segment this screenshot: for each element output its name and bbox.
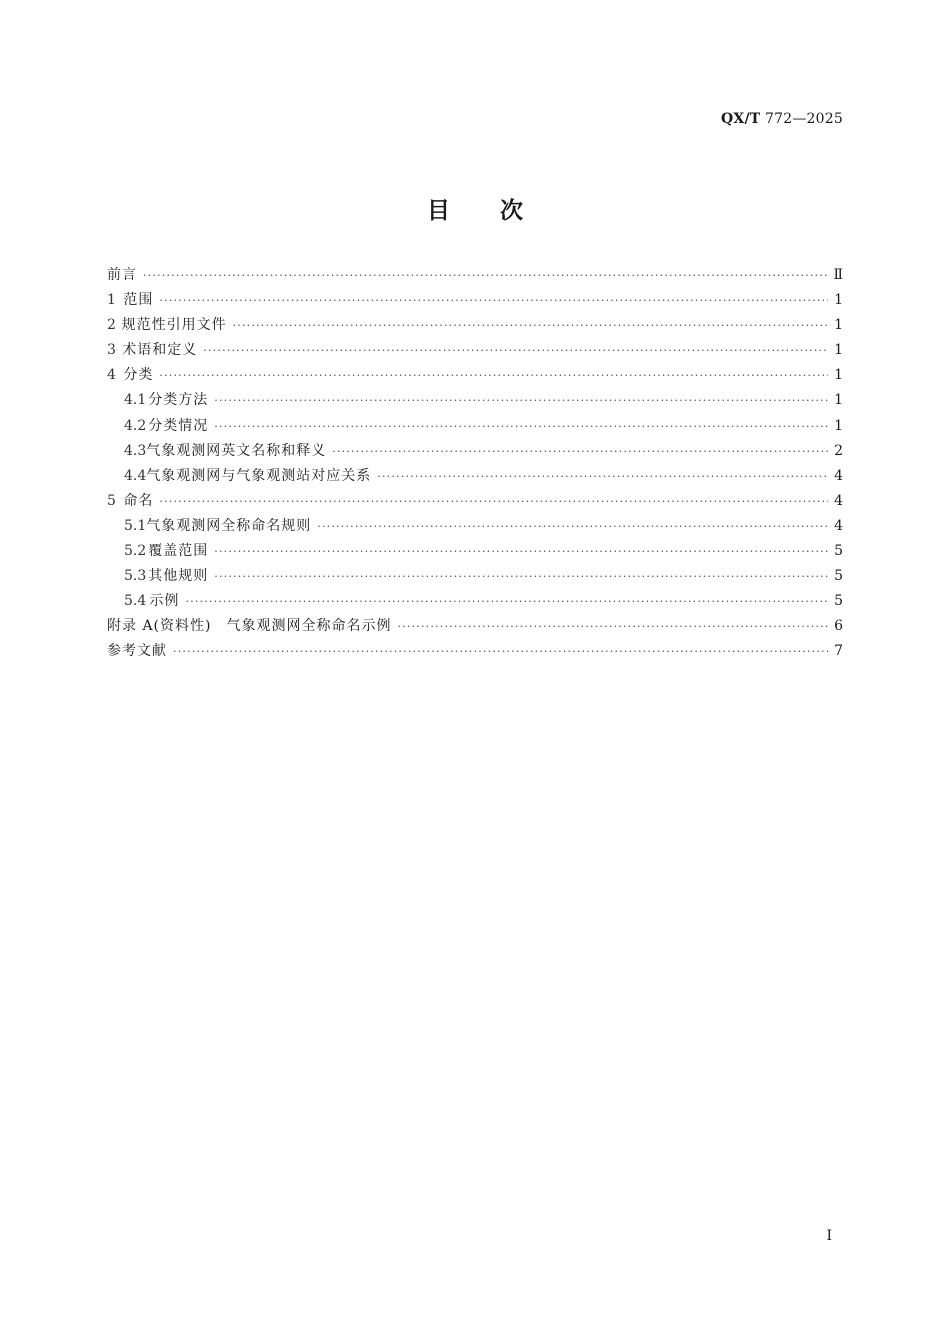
toc-entry-number: 5.2 xyxy=(124,543,147,560)
toc-entry[interactable] xyxy=(107,589,843,614)
standard-number: 772—2025 xyxy=(760,111,843,127)
toc-entry-page: 6 xyxy=(834,618,843,635)
toc-dot-leader xyxy=(233,313,828,338)
standard-prefix: QX/T xyxy=(721,111,761,127)
toc-entry[interactable] xyxy=(107,464,843,489)
toc-entry[interactable] xyxy=(107,614,843,639)
toc-entry-number: 4.2 xyxy=(124,417,147,434)
toc-entry-page: 4 xyxy=(834,492,843,509)
toc-dot-leader xyxy=(203,338,828,363)
toc-entry-number: 4 xyxy=(107,367,116,384)
toc-entry-number: 3 xyxy=(107,342,116,359)
toc-entry-label: 附录 A(资料性) 气象观测网全称命名示例 xyxy=(107,618,392,635)
toc-entry-label: 气象观测网全称命名规则 xyxy=(146,517,312,534)
toc-entry-label: 覆盖范围 xyxy=(148,543,209,560)
toc-entry-label: 参考文献 xyxy=(107,643,167,660)
toc-entry-page: 1 xyxy=(834,367,843,384)
toc-entry[interactable] xyxy=(107,439,843,464)
toc-entry-label: 气象观测网英文名称和释义 xyxy=(146,442,327,459)
toc-entry-label: 范围 xyxy=(123,292,154,309)
toc-entry[interactable] xyxy=(107,388,843,413)
toc-dot-leader xyxy=(159,489,828,514)
toc-dot-leader xyxy=(214,388,828,413)
toc-entry-number: 5.1 xyxy=(124,517,147,534)
toc-entry[interactable] xyxy=(107,639,843,664)
toc-dot-leader xyxy=(159,288,828,313)
toc-entry[interactable] xyxy=(107,288,843,313)
toc-entry-label: 其他规则 xyxy=(148,568,209,585)
toc-entry[interactable] xyxy=(107,338,843,363)
toc-entry-label: 命名 xyxy=(123,492,154,509)
toc-entry-number: 4.3 xyxy=(124,442,147,459)
table-of-contents xyxy=(107,263,843,665)
toc-entry-number: 2 xyxy=(107,317,116,334)
toc-entry-label: 术语和定义 xyxy=(122,342,198,359)
toc-entry-label: 分类情况 xyxy=(148,417,209,434)
toc-entry-number: 5.4 xyxy=(124,593,147,610)
toc-entry-page: 5 xyxy=(834,543,843,560)
toc-dot-leader xyxy=(173,639,828,664)
toc-entry-page: 4 xyxy=(834,467,843,484)
toc-entry-number: 4.4 xyxy=(124,467,147,484)
toc-entry-number: 1 xyxy=(107,292,116,309)
standard-code xyxy=(721,111,843,127)
toc-entry-page: 1 xyxy=(834,342,843,359)
toc-entry[interactable] xyxy=(107,414,843,439)
toc-entry-number: 5 xyxy=(107,492,116,509)
toc-entry-label: 规范性引用文件 xyxy=(121,317,227,334)
toc-entry-label: 分类 xyxy=(123,367,154,384)
toc-entry-page: 5 xyxy=(834,568,843,585)
toc-dot-leader xyxy=(143,263,827,288)
toc-entry-page: 1 xyxy=(834,417,843,434)
toc-entry-page: 2 xyxy=(834,442,843,459)
toc-entry[interactable] xyxy=(107,363,843,388)
toc-entry[interactable] xyxy=(107,514,843,539)
toc-entry-label: 前言 xyxy=(107,267,137,283)
toc-dot-leader xyxy=(377,464,828,489)
toc-entry-page: 4 xyxy=(834,517,843,534)
toc-dot-leader xyxy=(214,564,828,589)
toc-dot-leader xyxy=(214,414,828,439)
toc-dot-leader xyxy=(185,589,828,614)
toc-entry[interactable] xyxy=(107,263,843,288)
toc-entry-page: 1 xyxy=(834,292,843,309)
toc-entry-page: 1 xyxy=(834,392,843,409)
toc-entry-page: 5 xyxy=(834,593,843,610)
toc-entry-page: Ⅱ xyxy=(833,267,843,283)
toc-dot-leader xyxy=(159,363,828,388)
toc-dot-leader xyxy=(397,614,828,639)
toc-entry-page: 1 xyxy=(834,317,843,334)
toc-dot-leader xyxy=(332,439,828,464)
toc-entry-number: 5.3 xyxy=(124,568,147,585)
toc-entry[interactable] xyxy=(107,313,843,338)
toc-entry-label: 示例 xyxy=(149,593,180,610)
toc-entry-page: 7 xyxy=(834,643,843,660)
page-title: 目次 xyxy=(427,198,573,224)
toc-entry[interactable] xyxy=(107,539,843,564)
toc-entry-label: 气象观测网与气象观测站对应关系 xyxy=(146,467,372,484)
toc-entry-label: 分类方法 xyxy=(148,392,209,409)
toc-dot-leader xyxy=(214,539,828,564)
page-number: Ⅰ xyxy=(826,1228,832,1244)
toc-dot-leader xyxy=(317,514,828,539)
toc-entry-number: 4.1 xyxy=(124,392,147,409)
toc-entry[interactable] xyxy=(107,489,843,514)
toc-entry[interactable] xyxy=(107,564,843,589)
